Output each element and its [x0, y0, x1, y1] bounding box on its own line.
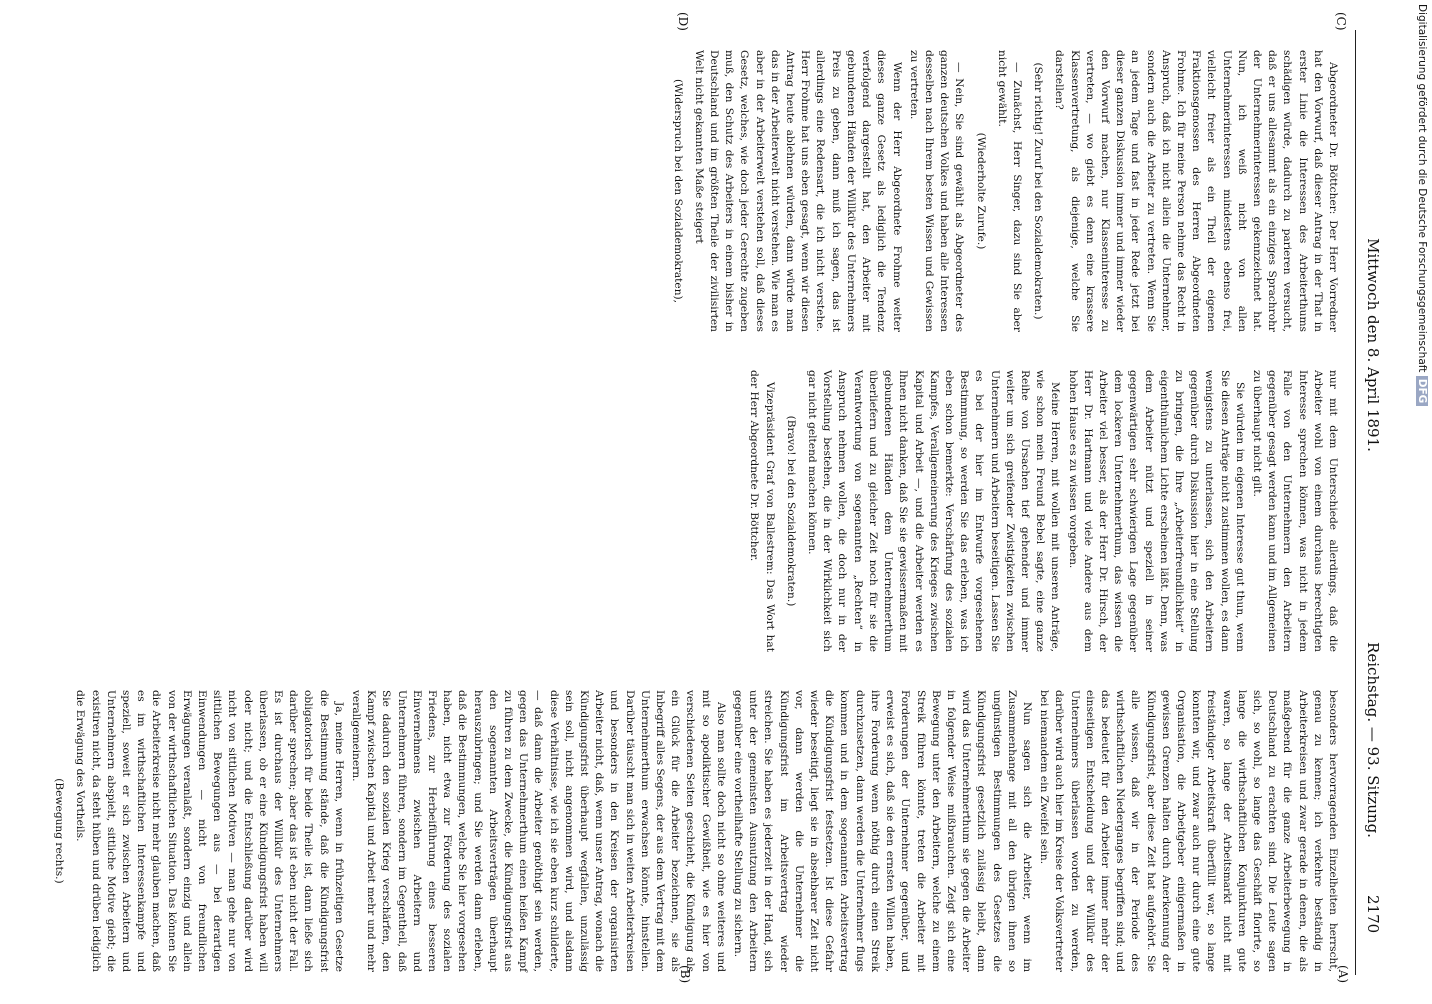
- paragraph: Wenn der Herr Abgeordnete Frohme weiter dieses ganze Gesetz als lediglich die Tendenz verfolgend dargestellt hat, den Arbeiter mit gebundenen Händen der Willkür des Unternehmers Preis zu geben, dann muß ich sagen, das ist allerdings eine Redensart, die ich nicht verstehe. Herr Frohme hat uns eben gesagt, wenn wir diesen Antrag heute ablehnen würden, dann würde man das in der Arbeiterwelt nicht verstehen. Wie man es aber in der Arbeiterwelt verstehen soll, daß dieses Gesetz, welches, wie doch jeder Gerechte zugeben muß, den Schutz des Arbeiters in einem bisher in Deutschland und im größten Theile der zivilisirten Welt nicht gekannten Maße steigert: [692, 50, 903, 332]
- speech-paragraph: Abgeordneter Dr. Böttcher: Der Herr Vorredner hat den Vorwurf, daß dieser Antrag in der That in erster Linie die Interessen des Arbeiterthums schädigen würde, dadurch zu parieren versucht, daß er uns allesammt als ein einziges Sprachrohr der Unternehmerinteressen gekennzeichnet hat. Nun, ich weiß nicht von allen Unternehmerinteressen mindestens ebenso frei, vielleicht freier als ein Theil der eigenen Fraktionsgenossen des Herren Abgeordneten Frohme. Ich für meine Person nehme das Recht in Anspruch, daß ich nicht allein die Unternehmer, sondern auch die Arbeiter zu vertreten. Wenn Sie an jedem Tage und fast in jeder Rede jetzt bei dieser ganzen Diskussion immer und immer wieder den Vorwurf machen, nur Klasseninteresse zu vertreten, — wo giebt es denn eine krassere Klassenvertretung, als diejenige, welche Sie darstellen?: [1053, 50, 1339, 332]
- speaker-intro: Vizepräsident Graf von Ballestrem: Das Wort hat der Herr Abgeordnete Dr. Böttcher.: [748, 370, 776, 652]
- dfg-logo: DFG: [1416, 376, 1428, 407]
- text-column-middle: [110, 370, 1340, 652]
- paragraph: — Zunächst, Herr Singer, dazu sind Sie aber nicht gewählt.: [995, 50, 1023, 332]
- text-column-right: [110, 50, 1340, 332]
- running-header: [1354, 0, 1382, 1000]
- session-date: Mittwoch den 8. April 1891.: [1364, 238, 1382, 452]
- header-rule: [1355, 30, 1356, 975]
- margin-marker-a: (A): [1336, 965, 1350, 984]
- digitization-strip: [1412, 0, 1432, 1000]
- paragraph: Nun sagen sich die Arbeiter, wenn im Zusammenhange mit all den übrigen ihnen so ungünstigen Bestimmungen des Gesetzes die Kündigungsfrist gesetzlich zulässig bleibt, dann wird das Unternehmerthum sie gegen die Arbeiter in folgender Weise mißbrauchen. Zeigt sich eine Bewegung unter den Arbeitern, welche zu einem Streik führen könnte, treten die Arbeiter mit Forderungen der Unternehmer gegenüber, und erweist es sich, daß sie den ernsten Willen haben, ihre Forderung wenn nöthig durch einen Streik durchzusetzen, dann werden die Unternehmer flugs kommen und in dem sogenannten Arbeitsvertrag die Kündigungsfrist festsetzen. Ist diese Gefahr wieder beseitigt, liegt sie in absehbarer Zeit nicht vor, dann werden die Unternehmer die Kündigungsfrist im Arbeitsvertrag wieder streichen. Sie haben es jederzeit in der Hand, sich unter der gemeinsten Ausnutzung den Arbeitern gegenüber eine vortheilhafte Stellung zu sichern.: [732, 690, 1033, 972]
- paragraph: Sie würden im eigenen Interesse gut thun, wenn Sie diesen Anträge nicht zustimmen wollen, es dann wenigstens zu unterlassen, sich den Arbeitern gegenüber durch Diskussion hier in eine Stellung zu bringen, die Ihre „Arbeiterfreundlichkeit“ in eigenthümlichem Lichte erscheinen läßt. Denn, was dem Arbeiter nützt und speziell in seiner gegenwärtigen sehr schwierigen Lage gegenüber dem lockeren Unternehmerthum, das wissen die Arbeiter viel besser, als der Herr Dr. Hirsch, der Herr Dr. Hartmann und viele Andere aus dem hohen Hause es zu wissen vorgeben.: [1066, 370, 1246, 652]
- text-column-left: [53, 690, 1340, 972]
- reaction-note: (Wiederholte Zurufe.): [974, 132, 987, 250]
- digitization-text: Digitalisierung gefördert durch die Deutsche Forschungsgemeinschaft: [1416, 4, 1428, 373]
- reaction-note: (Sehr richtig! Zuruf bei den Sozialdemokraten.): [1032, 62, 1045, 320]
- digitization-notice: [1412, 0, 1432, 1004]
- paragraph: Ja, meine Herren, wenn in frühzeitigen Gesetze die Bestimmung stände, daß die Kündigungsfrist obligatorisch für beide Theile ist, dann ließe sich darüber sprechen; aber das ist eben nicht der Fall. Es ist durchaus der Willkür des Unternehmers überlassen, ob er eine Kündigungsfrist haben will oder nicht; und die Entschließung darüber wird nicht von sittlichen Motiven — man gehe nur von sittlichen Bewegungen aus — bei derartigen Einwendungen — nicht von freundlichen Erwägungen veranlaßt, sondern einzig und allein von der wirthschaftlichen Situation. Das können Sie die Arbeiterkreise nicht mehr glauben machen, daß es im wirthschaftlichen Interessenkampfe und speziell, soweit er sich zwischen Arbeitern und Unternehmern abspielt, sittliche Motive giebt; die existiren nicht, da steht hüben und drüben lediglich die Erwägung des Vortheils.: [74, 690, 345, 972]
- reaction-note: (Bewegung rechts.): [53, 778, 66, 884]
- reaction-note: (Widerspruch bei den Sozialdemokraten),: [671, 78, 684, 304]
- paragraph: Meine Herren, mit wollen mit unseren Anträge, wie schon mein Freund Bebel sagte, eine ganze Reihe von Ursachen tief gehender und immer weiter um sich greifender Zwistigkeiten zwischen Unternehmern und Arbeitern beseitigen. Lassen Sie es bei der hier im Entwurfe vorgesehenen Bestimmung, so werden Sie das erleben, was ich eben schon bemerkte: Verschärfung des sozialen Kampfes, Verallgemeinerung des Krieges zwischen Kapital und Arbeit —, und die Arbeiter werden es Ihnen nicht danken, daß Sie sie gewissermaßen mit gebundenen Händen dem Unternehmerthum überliefern und zu gleicher Zeit noch für sie die Verantwortung von sogenannten „Rechten“ in Anspruch nehmen wollen, die doch nur in der Vorstellung bestehen, die in der Wirklichkeit sich gar nicht geltend machen können.: [806, 370, 1062, 652]
- paragraph: besonders hervorragenden Einzelheiten herrscht, genau zu kennen; ich verkehre beständig in Arbeiterkreisen und zwar gerade in denen, die als maßgebend für die ganze Arbeiterbewegung in Deutschland zu erachten sind. Die Leute sagen sich, so wohl, so lange das Geschäft florirte, so lange die wirthschaftlichen Konjunkturen gute waren, so lange der Arbeitsmarkt nicht mit freiständiger Arbeitskraft überfüllt war, so lange konnten wir, und zwar auch nur durch eine gute Organisation, die Arbeitgeber einigermaßen in gewissen Grenzen halten durch Anerkennung der Kündigungsfrist, aber diese Zeit hat aufgehört. Sie alle wissen, daß wir in der Periode des wirthschaftlichen Niederganges begriffen sind; und das bedeutet für den Arbeiter immer mehr der einseitigen Entscheidung und der Willkür des Unternehmers überlassen worden zu werden, darüber wird auch hier im Kreise der Volksvertreter bei niemandem ein Zweifel sein.: [1038, 690, 1339, 972]
- paragraph: nur mit dem Unterschiede allerdings, daß die Arbeiter wohl von einem durchaus berechtigten Interesse sprechen können, was nicht in jedem Falle von den Unternehmern den Arbeitern gegenüber gesagt werden kann und im Allgemeinen zu überhaupt nicht gilt.: [1250, 370, 1339, 652]
- page-number: 2170: [1364, 895, 1382, 934]
- reaction-note: (Bravo! bei den Sozialdemokraten.): [784, 415, 797, 607]
- margin-marker-c: (C): [1334, 12, 1348, 31]
- paragraph: — Nein, Sie sind gewählt als Abgeordneter des ganzen deutschen Volkes und haben alle Interessen desselben nach Ihrem besten Wissen und Gewissen zu vertreten.: [907, 50, 966, 332]
- margin-marker-d: (D): [676, 12, 690, 31]
- paragraph: Also man sollte doch nicht so ohne weiteres und mit so apodiktischer Gewißheit, wie es hier von verschiedenen Seiten geschieht, die Kündigung als ein Glück für die Arbeiter bezeichnen, sie als Inbegriff alles Segens, der aus dem Vertrag mit dem Unternehmerthum erwachsen könnte, hinstellen. Darüber täuscht man sich in weiten Arbeiterkreisen und besonders in den Kreisen der organisirten Arbeiter nicht, daß, wenn unser Antrag, wonach die Kündigungsfrist überhaupt wegfallen, unzulässig sein soll, nicht angenommen wird, und alsdann diese Verhältnisse, wie ich sie eben kurz schilderte, — daß dann die Arbeiter genöthigt sein werden, gegen das Unternehmerthum einen heißen Kampf zu führen zu dem Zwecke, die Kündigungsfrist aus den sogenannten Arbeitsverträgen überhaupt herauszubringen; und Sie werden dann erleben, daß die Bestimmungen, welche Sie hier vorgesehen haben, nicht etwa zur Förderung des sozialen Friedens, zur Herbeiführung eines besseren Einvernehmens zwischen Arbeitern und Unternehmern führen, sondern im Gegentheil, daß Sie dadurch den sozialen Krieg verschärfen, den Kampf zwischen Kapital und Arbeit mehr und mehr verallgemeinern.: [350, 690, 727, 972]
- margin-marker-b: (B): [678, 965, 692, 984]
- session-title: Reichstag. — 93. Sitzung.: [1364, 642, 1382, 838]
